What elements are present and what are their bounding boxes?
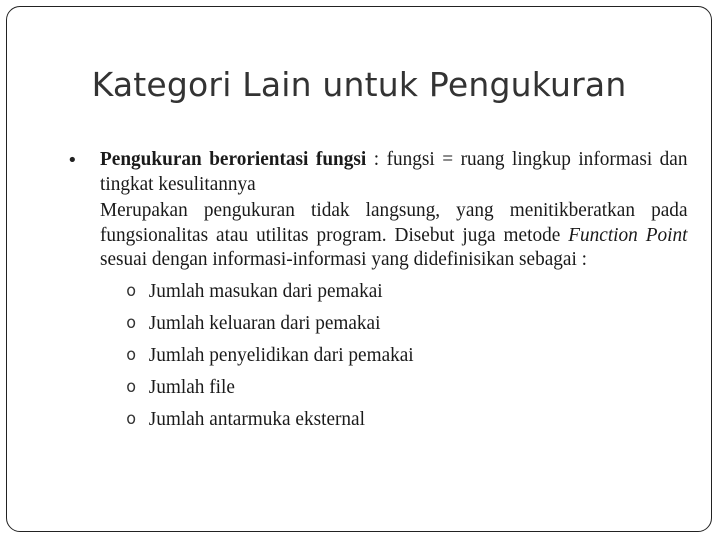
list-item <box>67 275 659 307</box>
list-marker: o <box>126 280 137 301</box>
list-marker: o <box>126 344 137 365</box>
heading-definition: fungsi = ruang lingkup informasi dan tingkat kesulitannya <box>100 148 688 195</box>
slide-frame <box>6 6 712 532</box>
bullet-marker: • <box>67 150 78 171</box>
list-item <box>67 403 659 435</box>
description-text-start: Merupakan pengukuran tidak langsung, yang menitikberatkan pada fungsionalitas atau utilitas program. Disebut juga metode <box>100 199 688 246</box>
list-item <box>67 307 659 339</box>
slide-body <box>67 147 697 435</box>
list-item-text: Jumlah antarmuka eksternal <box>148 407 365 430</box>
list-item <box>67 339 659 371</box>
slide-title: Kategori Lain untuk Pengukuran <box>91 65 627 104</box>
list-item-text: Jumlah masukan dari pemakai <box>148 279 383 302</box>
description-paragraph <box>100 198 688 272</box>
list-marker: o <box>126 408 137 429</box>
list-item <box>67 371 659 403</box>
sub-item-list <box>67 275 697 435</box>
list-item-text: Jumlah keluaran dari pemakai <box>148 311 381 334</box>
bullet-heading: Pengukuran berorientasi fungsi <box>100 148 367 170</box>
list-item-text: Jumlah file <box>148 375 235 398</box>
list-item-text: Jumlah penyelidikan dari pemakai <box>148 343 414 366</box>
description-text-end: sesuai dengan informasi-informasi yang didefinisikan sebagai : <box>100 248 587 270</box>
list-marker: o <box>126 312 137 333</box>
heading-separator: : <box>366 148 387 170</box>
description-italic-term: Function Point <box>568 223 688 246</box>
list-marker: o <box>126 376 137 397</box>
bullet-paragraph <box>100 147 688 196</box>
